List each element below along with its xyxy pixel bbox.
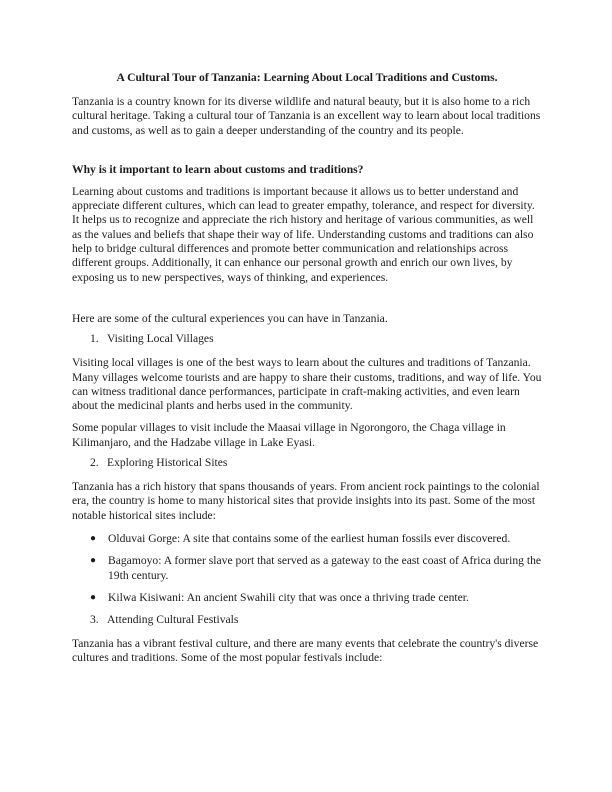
historical-paragraph: Tanzania has a rich history that spans thousands of years. From ancient rock paintings to the colonial era, the country is home to many historical sites that provide insights into its past. Some of the most notable historical sites include: xyxy=(72,480,540,522)
experiences-lead: Here are some of the cultural experiences you can have in Tanzania. xyxy=(72,311,388,325)
numbered-item-3 xyxy=(90,613,542,627)
list-item-text: Bagamoyo: A former slave port that served as a gateway to the east coast of Africa during the 19th century. xyxy=(108,554,542,582)
list-number: 1. xyxy=(90,332,99,346)
why-paragraph: Learning about customs and traditions is important because it allows us to better understand and appreciate different cultures, which can lead to greater empathy, tolerance, and respect for diversity. It helps us to recognize and appreciate the rich history and heritage of various communities, as well as the values and beliefs that shape their way of life. Understanding customs and traditions can also help to bridge cultural differences and promote better communication and relationships across different groups. Additionally, it can enhance our personal growth and enrich our own lives, by exposing us to new perspectives, ways of thinking, and experiences. xyxy=(72,184,535,284)
document-title: A Cultural Tour of Tanzania: Learning About Local Traditions and Customs. xyxy=(116,71,498,84)
festivals-paragraph: Tanzania has a vibrant festival culture, and there are many events that celebrate the country's diverse cultures and traditions. Some of the most popular festivals include: xyxy=(72,637,539,665)
why-heading: Why is it important to learn about customs and traditions? xyxy=(72,162,364,176)
villages-popular-paragraph: Some popular villages to visit include the Maasai village in Ngorongoro, the Chaga village in Kilimanjaro, and the Hadzabe village in Lake Eyasi. xyxy=(72,421,506,449)
numbered-item-1 xyxy=(90,332,542,346)
intro-paragraph: Tanzania is a country known for its diverse wildlife and natural beauty, but it is also home to a rich cultural heritage. Taking a cultural tour of Tanzania is an excellent way to learn about local traditions and customs, as well as to gain a deeper understanding of the country and its people. xyxy=(72,95,541,137)
numbered-item-label: Visiting Local Villages xyxy=(107,332,214,346)
document-page xyxy=(72,60,542,666)
list-item xyxy=(90,532,542,546)
list-item xyxy=(90,591,542,605)
bullet-icon: ● xyxy=(90,532,97,544)
numbered-item-label: Exploring Historical Sites xyxy=(107,456,228,470)
bullet-icon: ● xyxy=(90,555,97,567)
list-item xyxy=(90,554,542,583)
list-item-text: Olduvai Gorge: A site that contains some of the earliest human fossils ever discovered. xyxy=(108,531,511,545)
list-number: 2. xyxy=(90,456,99,470)
numbered-item-2 xyxy=(90,456,542,470)
numbered-item-label: Attending Cultural Festivals xyxy=(107,613,239,627)
historical-sites-list xyxy=(72,532,542,605)
list-number: 3. xyxy=(90,613,99,627)
list-item-text: Kilwa Kisiwani: An ancient Swahili city that was once a thriving trade center. xyxy=(108,590,469,604)
villages-paragraph: Visiting local villages is one of the best ways to learn about the cultures and traditions of Tanzania. Many villages welcome tourists and are happy to share their customs, traditions, and way of life. You can witness traditional dance performances, participate in craft-making activities, and even learn about the medicinal plants and herbs used in the community. xyxy=(72,356,542,413)
bullet-icon: ● xyxy=(90,591,97,603)
